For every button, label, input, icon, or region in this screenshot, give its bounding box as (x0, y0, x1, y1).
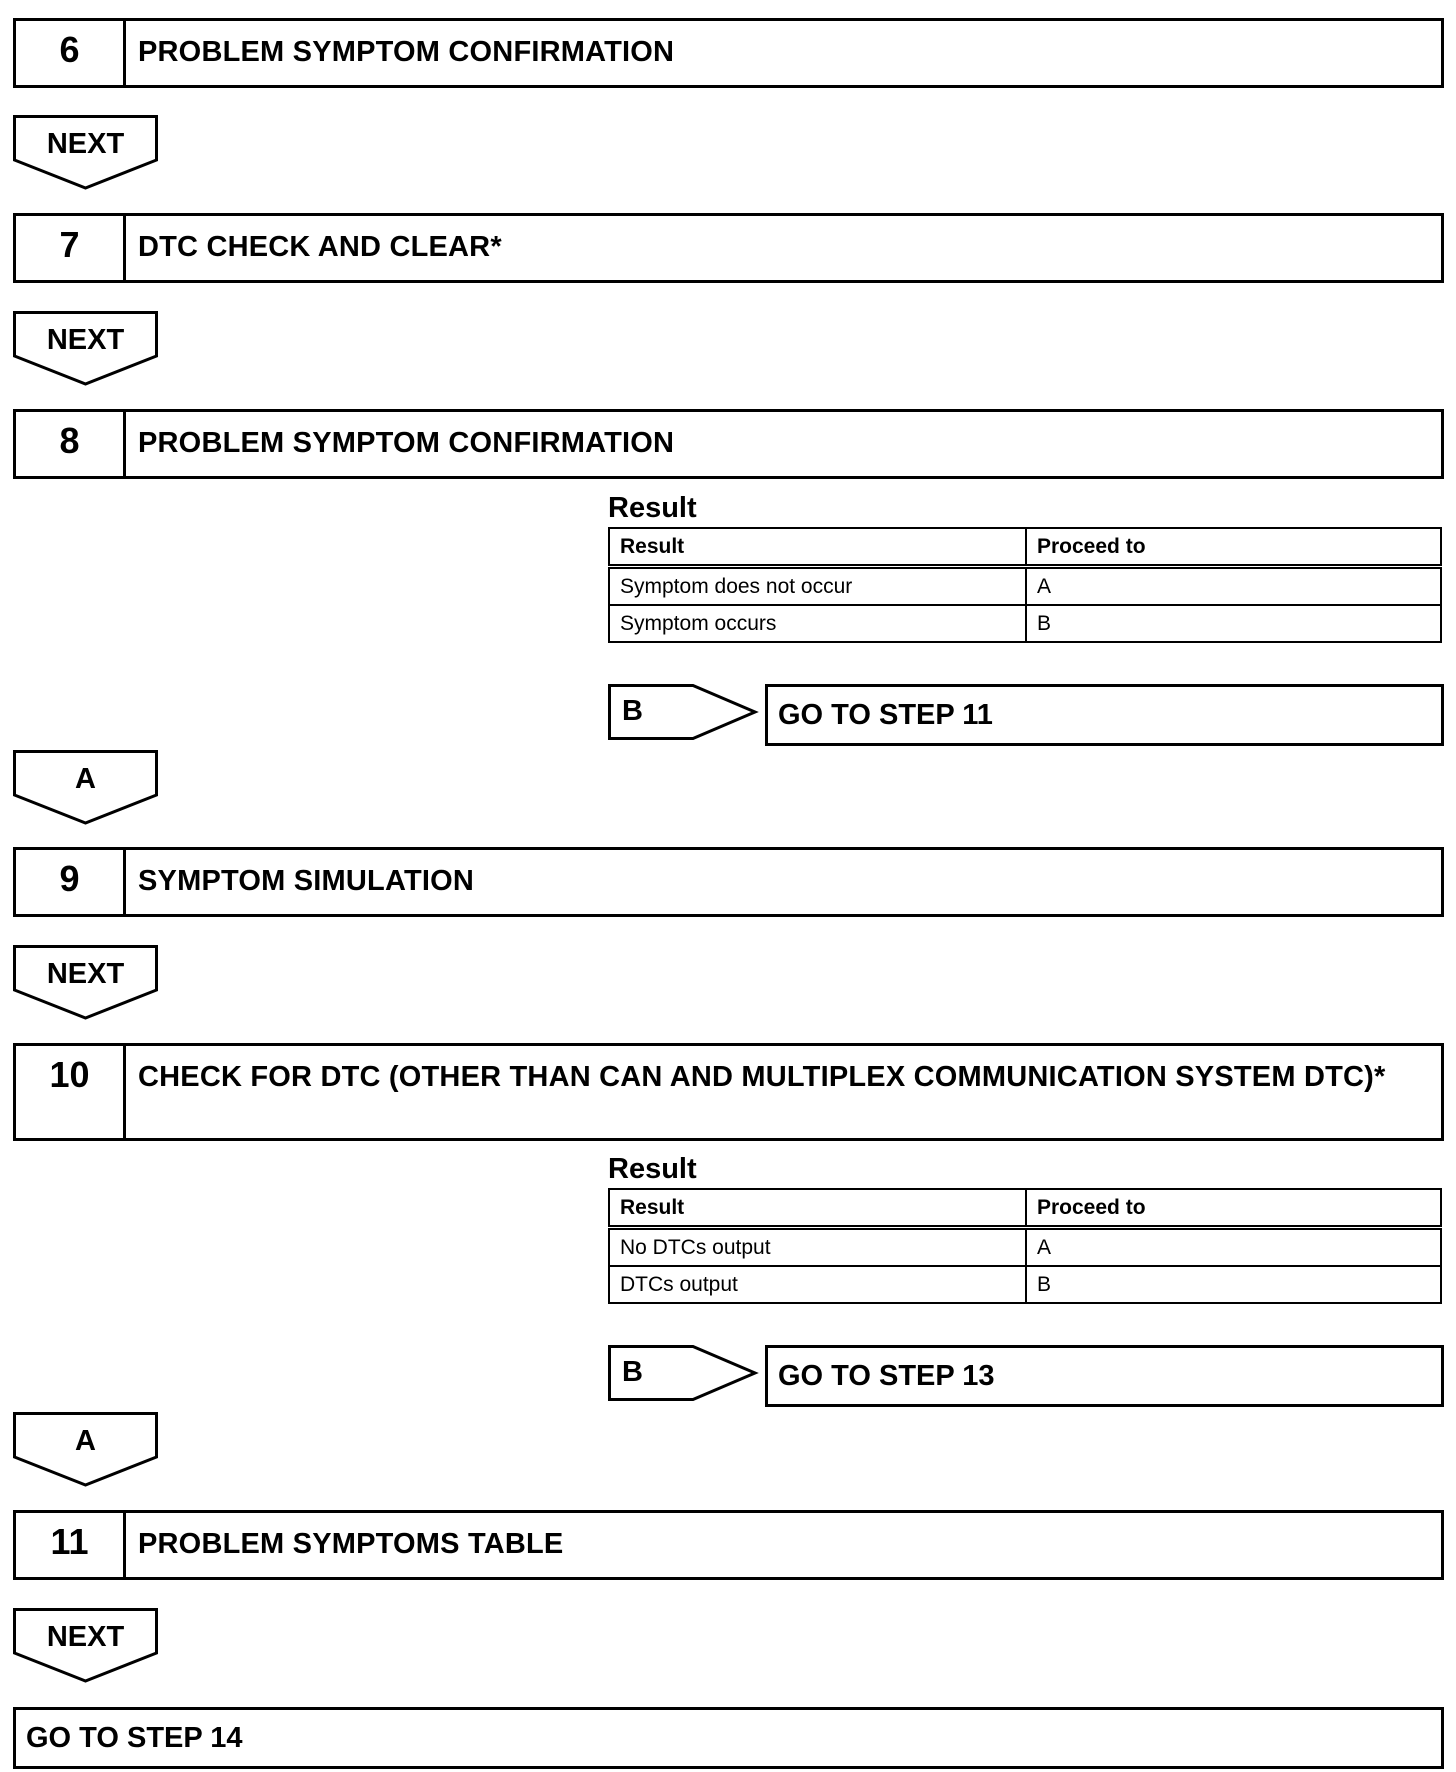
branch-b-step-8 (608, 684, 1444, 746)
result-cell: Symptom does not occur (609, 567, 1026, 606)
proceed-cell: B (1026, 605, 1441, 642)
branch-label: B (622, 695, 643, 727)
table-row (609, 605, 1441, 642)
result-heading: Result (608, 1153, 697, 1185)
result-block-step-10 (608, 1152, 1440, 1304)
step-number: 11 (16, 1513, 126, 1577)
step-title: PROBLEM SYMPTOMS TABLE (138, 1528, 564, 1560)
step-number: 8 (16, 412, 126, 476)
table-header-row (609, 1189, 1441, 1228)
step-6-box (13, 18, 1444, 88)
table-row (609, 1266, 1441, 1303)
column-header-result: Result (609, 1189, 1026, 1228)
step-10-box (13, 1043, 1444, 1141)
connector-label: NEXT (46, 1621, 125, 1653)
result-cell: No DTCs output (609, 1228, 1026, 1267)
branch-label: B (622, 1356, 643, 1388)
next-connector (13, 1608, 158, 1683)
next-connector (13, 115, 158, 190)
connector-label: NEXT (46, 958, 125, 990)
table-row (609, 1228, 1441, 1267)
connector-label: NEXT (46, 128, 125, 160)
step-number: 6 (16, 21, 126, 85)
result-block-step-8 (608, 491, 1440, 643)
table-header-row (609, 528, 1441, 567)
result-cell: DTCs output (609, 1266, 1026, 1303)
proceed-cell: A (1026, 567, 1441, 606)
table-row (609, 567, 1441, 606)
step-9-box (13, 847, 1444, 917)
step-title: SYMPTOM SIMULATION (138, 865, 475, 897)
step-11-box (13, 1510, 1444, 1580)
goto-box: GO TO STEP 13 (765, 1345, 1444, 1407)
a-connector (13, 750, 158, 825)
connector-label: NEXT (46, 324, 125, 356)
connector-label: A (75, 763, 96, 795)
connector-label: A (75, 1425, 96, 1457)
step-7-box (13, 213, 1444, 283)
branch-b-step-10 (608, 1345, 1444, 1407)
result-heading: Result (608, 492, 697, 524)
column-header-proceed: Proceed to (1026, 528, 1441, 567)
step-title: DTC CHECK AND CLEAR* (138, 231, 502, 263)
proceed-cell: A (1026, 1228, 1441, 1267)
column-header-proceed: Proceed to (1026, 1189, 1441, 1228)
column-header-result: Result (609, 528, 1026, 567)
result-table (608, 527, 1442, 643)
a-connector (13, 1412, 158, 1487)
next-connector (13, 311, 158, 386)
proceed-cell: B (1026, 1266, 1441, 1303)
goto-box: GO TO STEP 11 (765, 684, 1444, 746)
step-title: CHECK FOR DTC (OTHER THAN CAN AND MULTIPLEX COMMUNICATION SYSTEM DTC)* (138, 1061, 1386, 1093)
step-title: PROBLEM SYMPTOM CONFIRMATION (138, 427, 675, 459)
result-cell: Symptom occurs (609, 605, 1026, 642)
final-goto-box: GO TO STEP 14 (13, 1707, 1444, 1769)
step-number: 10 (16, 1046, 126, 1138)
next-connector (13, 945, 158, 1020)
step-title: PROBLEM SYMPTOM CONFIRMATION (138, 36, 675, 68)
result-table (608, 1188, 1442, 1304)
step-number: 7 (16, 216, 126, 280)
step-8-box (13, 409, 1444, 479)
step-number: 9 (16, 850, 126, 914)
